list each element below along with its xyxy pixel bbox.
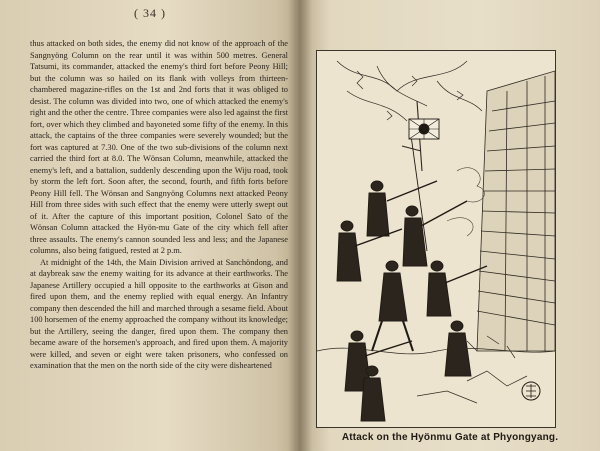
battle-illustration xyxy=(317,51,555,427)
paragraph: thus attacked on both sides, the enemy did not know of the approach of the Sangnyöng Column on the rear until it was within 500 metres. General Tatsumi, its commander, attacked the enemy's third fort before Peony Hill; but the column was so hailed on its flank with volleys from thirteen-chambered magazine-rifles on the 1st and 2nd forts that it was obliged to desist. The column was divided into two, one of which attacked the enemy's right and the other the centre. Three companies were also led against the first fort, over which they climbed and bayoneted some fifty of the enemy. In this attack, the captains of the three companies were severely wounded; but the fort was captured at 7.30. One of the two sub-divisions of the column next carried the third fort at 8.0. The Wönsan Column, meanwhile, attacked the enemy's left, and a battalion, suddenly descending upon the Wiju road, took by storm the left fort. Soon after, the second, fourth, and fifth forts before Peony Hill fell. The Wönsan and Sangnyöng Columns next attacked Peony Hill from three sides with such effect that the enemy were utterly swept out of it. After the capture of this important position, Colonel Sato of the Wönsan Column attacked the Hyön-mu Gate of the city which fell after three assaults. The enemy's cannon sounded less and less; and the Japanese columns, also being fatigued, rested at 2 p.m. xyxy=(30,39,288,255)
body-text xyxy=(30,38,288,372)
paragraph: At midnight of the 14th, the Main Division arrived at Sanchöndong, and at daybreak saw the enemy waiting for its advance at their earthworks. The Japanese Artillery occupied a hill opposite to the earthworks at Gison and fired upon them, and the enemy replied with equal energy. An Infantry company then descended the hill and marched through a sesame field. About 100 horsemen of the enemy approached the company without its knowledge; but the Artillery, seeing the danger, fired upon them. The company then became aware of the horsemen's approach, and fired upon them. A majority were killed, and seven or eight were taken prisoners, who confessed on examination that the men on the north side of the city were disheartened xyxy=(30,257,288,370)
book-gutter xyxy=(288,0,312,451)
illustration-plate xyxy=(316,50,556,428)
city-wall xyxy=(477,71,555,351)
illustration-caption: Attack on the Hyönmu Gate at Phyongyang. xyxy=(341,432,559,443)
page-number: ( 34 ) xyxy=(134,6,166,20)
